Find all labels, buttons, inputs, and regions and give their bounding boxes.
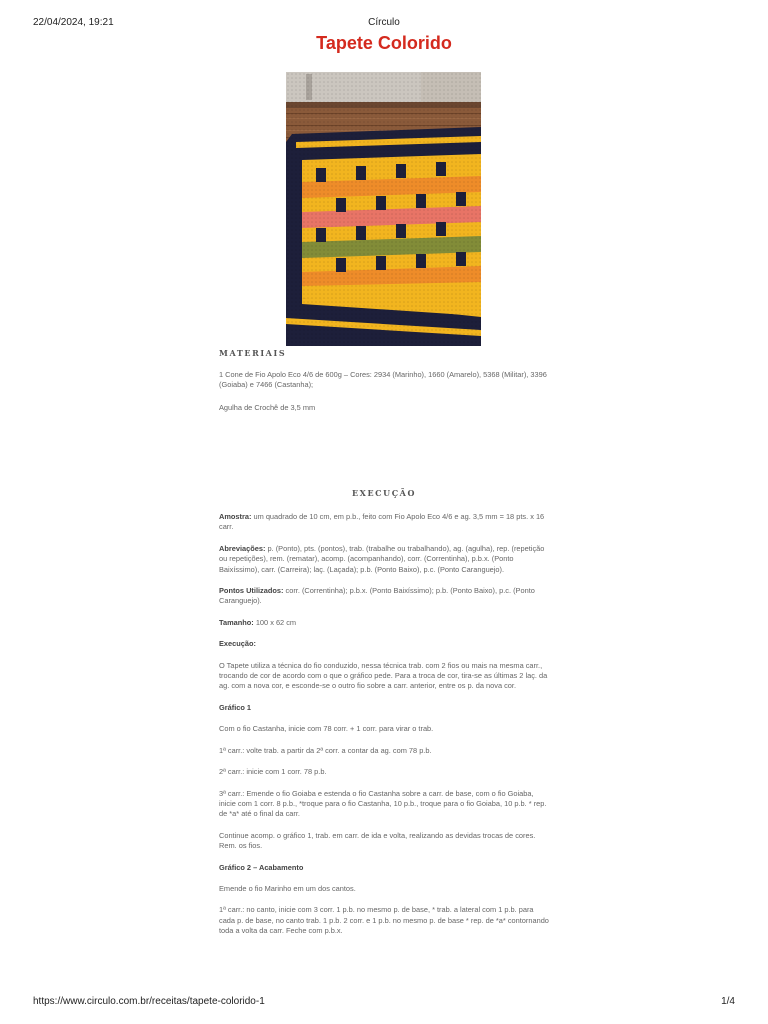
abreviacoes-paragraph	[219, 544, 549, 575]
rug-photo	[286, 72, 481, 346]
amostra-label: Amostra:	[219, 512, 252, 521]
grafico1-step: Com o fio Castanha, inicie com 78 corr. + 1 corr. para virar o trab.	[219, 724, 434, 734]
execution-body	[219, 512, 549, 937]
pontos-paragraph	[219, 586, 549, 607]
grafico2-step: Emende o fio Marinho em um dos cantos.	[219, 883, 356, 893]
execucao-label: Execução:	[219, 639, 256, 649]
grafico2-label: Gráfico 2 – Acabamento	[219, 862, 304, 872]
tamanho-label: Tamanho:	[219, 617, 254, 627]
abreviacoes-text: p. (Ponto), pts. (pontos), trab. (trabalhe ou trabalhando), ag. (agulha), rep. (repetição ou repetições), rem. (rematar), acomp. (acompanhando), corr. (Correntinha), p.b.x. (Ponto Baixíssimo), carr. (Carreira); laç. (Laçada); p.b. (Ponto Baixo), p.c. (Ponto Caranguejo).	[219, 543, 545, 574]
site-name: Círculo	[368, 17, 400, 28]
abreviacoes-label: Abreviações:	[219, 543, 266, 553]
page-title: Tapete Colorido	[316, 33, 452, 53]
grafico1-step: 3ª carr.: Emende o fio Goiaba e estenda o fio Castanha sobre a carr. de base, com o fio Goiaba, inicie com 1 corr. 8 p.b., *troque para o fio Castanha, 10 p.b., troque para o fio Goiaba, 10 p.b. * rep. de *a* até o final da carr.	[219, 788, 547, 819]
grafico1-step: Continue acomp. o gráfico 1, trab. em carr. de ida e volta, realizando as devidas trocas de cores. Rem. os fios.	[219, 830, 536, 851]
intro-paragraph: O Tapete utiliza a técnica do fio conduzido, nessa técnica trab. com 2 fios ou mais na mesma carr., trocando de cor de acordo com o que o gráfico pede. Para a troca de cor, tira-se as últimas 2 laç. da ag. com a nova cor, e esconde-se o outro fio sobre a carr. anterior, entre os p. da nova cor.	[219, 660, 548, 691]
tamanho-paragraph	[219, 618, 549, 628]
materials-list	[219, 370, 549, 413]
execution-heading: EXECUÇÃO	[351, 488, 417, 498]
amostra-text: um quadrado de 10 cm, em p.b., feito com Fio Apolo Eco 4/6 e ag. 3,5 mm = 18 pts. x 16 carr.	[219, 512, 545, 532]
grafico1-step: 1ª carr.: volte trab. a partir da 2ª corr. a contar da ag. com 78 p.b.	[219, 745, 432, 755]
page-number: 1/4	[721, 996, 735, 1007]
grafico1-label: Gráfico 1	[219, 702, 252, 712]
materials-heading: MATERIAIS	[219, 348, 287, 358]
pontos-text: corr. (Correntinha); p.b.x. (Ponto Baixíssimo); p.b. (Ponto Baixo), p.c. (Ponto Caranguejo).	[219, 586, 535, 606]
materials-item: 1 Cone de Fio Apolo Eco 4/6 de 600g – Cores: 2934 (Marinho), 1660 (Amarelo), 5368 (Militar), 3396 (Goiaba) e 7466 (Castanha);	[219, 370, 547, 390]
pontos-label: Pontos Utilizados:	[219, 586, 284, 596]
grafico1-step: 2ª carr.: inicie com 1 corr. 78 p.b.	[219, 767, 327, 777]
materials-item: Agulha de Crochê de 3,5 mm	[219, 402, 316, 412]
tamanho-text: 100 x 62 cm	[253, 617, 297, 627]
grafico2-step: 1ª carr.: no canto, inicie com 3 corr. 1 p.b. no mesmo p. de base, * trab. a lateral com 1 p.b. para cada p. de base, no canto trab. 1 p.b. 2 corr. e 1 p.b. no mesmo p. de base * rep. de *a* contornando toda a volta da carr. Feche com p.b.x.	[219, 905, 549, 936]
amostra-paragraph	[219, 512, 549, 533]
page-url: https://www.circulo.com.br/receitas/tapete-colorido-1	[33, 996, 265, 1007]
print-datetime: 22/04/2024, 19:21	[33, 17, 114, 28]
